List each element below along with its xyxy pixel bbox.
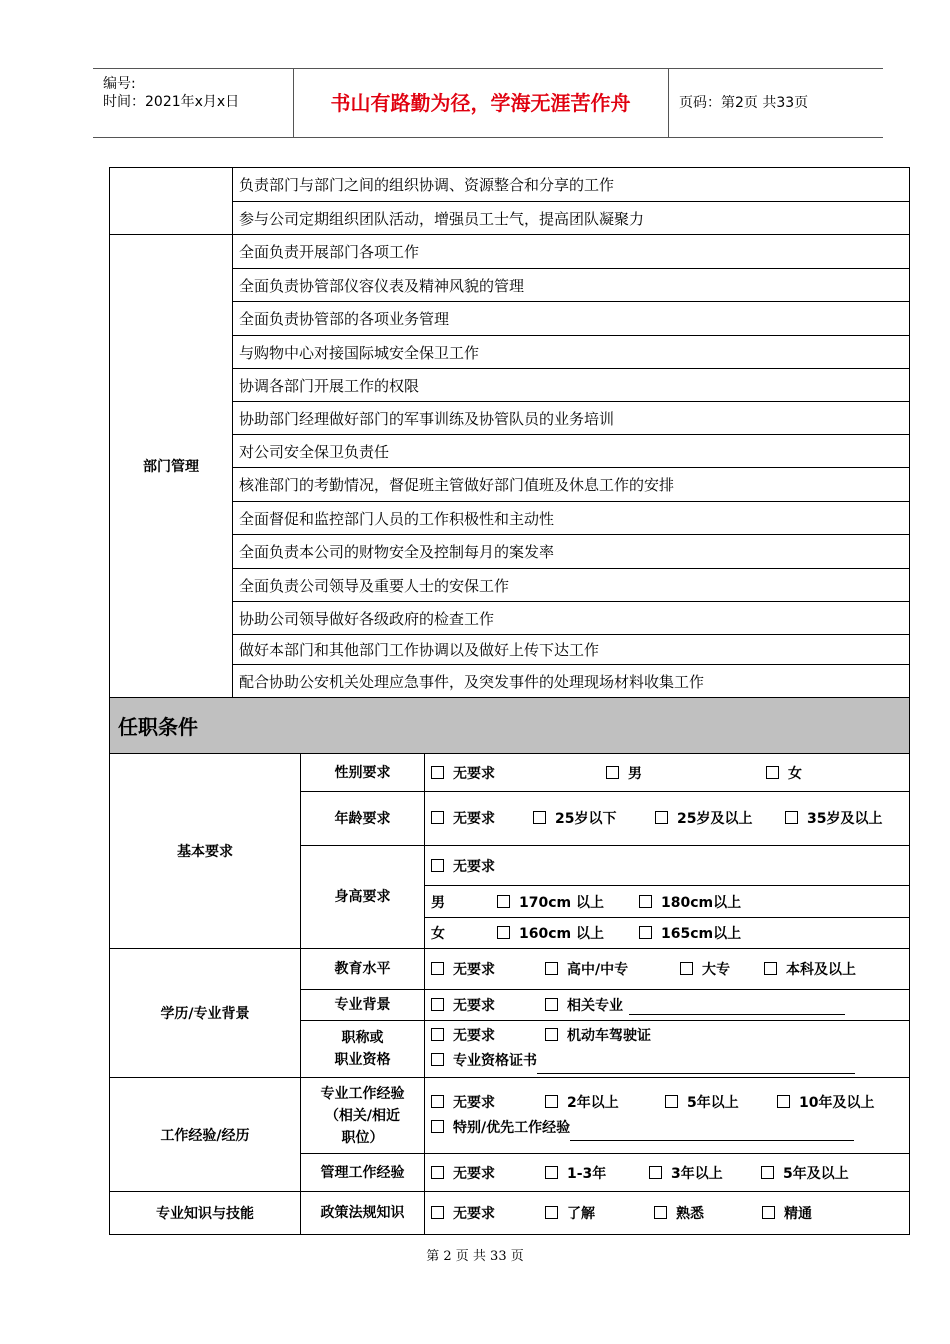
- checkbox-icon[interactable]: [639, 895, 652, 908]
- checkbox-icon[interactable]: [777, 1095, 790, 1108]
- option-label: 35岁及以上: [807, 810, 883, 827]
- age-option[interactable]: [431, 807, 533, 831]
- age-label: 年龄要求: [301, 792, 425, 846]
- experience-option[interactable]: [431, 1091, 545, 1116]
- experience-option[interactable]: [431, 1116, 854, 1141]
- checkbox-icon[interactable]: [654, 1206, 667, 1219]
- checkbox-icon[interactable]: [533, 811, 546, 824]
- management-option[interactable]: [649, 1163, 761, 1183]
- professional-label-line1: 专业工作经验: [320, 1085, 405, 1102]
- age-option[interactable]: [655, 807, 785, 831]
- height-label: 身高要求: [301, 846, 425, 949]
- professional-experience-label: [301, 1078, 425, 1154]
- duty-row: 协调各部门开展工作的权限: [233, 369, 910, 402]
- option-label: 无要求: [453, 810, 495, 827]
- checkbox-icon[interactable]: [431, 998, 444, 1011]
- experience-option[interactable]: [665, 1091, 777, 1116]
- checkbox-icon[interactable]: [545, 1166, 558, 1179]
- checkbox-icon[interactable]: [761, 1166, 774, 1179]
- policy-option[interactable]: [762, 1203, 812, 1223]
- checkbox-icon[interactable]: [431, 1206, 444, 1219]
- checkbox-icon[interactable]: [545, 962, 558, 975]
- header-info-cell: [93, 69, 294, 137]
- checkbox-icon[interactable]: [665, 1095, 678, 1108]
- professional-label-line3: 职位）: [341, 1129, 384, 1146]
- checkbox-icon[interactable]: [649, 1166, 662, 1179]
- checkbox-icon[interactable]: [785, 811, 798, 824]
- checkbox-icon[interactable]: [545, 1206, 558, 1219]
- duty-row: 对公司安全保卫负责任: [233, 435, 910, 468]
- option-label: 专业资格证书: [453, 1053, 537, 1069]
- management-option[interactable]: [545, 1163, 649, 1183]
- duty-row: 负责部门与部门之间的组织协调、资源整合和分享的工作: [233, 168, 910, 202]
- gender-option[interactable]: [431, 763, 606, 783]
- option-label: 无要求: [453, 962, 495, 978]
- age-option[interactable]: [785, 807, 882, 831]
- height-male-options: [425, 886, 910, 918]
- duty-row: 协助公司领导做好各级政府的检查工作: [233, 602, 910, 635]
- fill-in-line[interactable]: [537, 1059, 855, 1074]
- height-option[interactable]: [639, 923, 741, 943]
- checkbox-icon[interactable]: [545, 1028, 558, 1041]
- option-label: 170cm 以上: [519, 894, 604, 911]
- option-label: 大专: [702, 962, 730, 978]
- male-label: 男: [431, 894, 445, 911]
- option-label: 无要求: [453, 1206, 495, 1222]
- experience-label: 工作经验/经历: [110, 1078, 301, 1192]
- option-label: 25岁及以上: [677, 810, 753, 827]
- policy-option[interactable]: [654, 1203, 762, 1223]
- checkbox-icon[interactable]: [497, 895, 510, 908]
- duty-row: 核准部门的考勤情况，督促班主管做好部门值班及休息工作的安排: [233, 468, 910, 502]
- gender-option[interactable]: [606, 763, 766, 783]
- checkbox-icon[interactable]: [431, 962, 444, 975]
- checkbox-icon[interactable]: [545, 998, 558, 1011]
- qualification-label: [301, 1021, 425, 1078]
- experience-option[interactable]: [777, 1091, 874, 1116]
- option-label: 机动车驾驶证: [567, 1028, 651, 1044]
- policy-knowledge-label: 政策法规知识: [301, 1192, 425, 1235]
- section-title: 任职条件: [110, 698, 910, 754]
- checkbox-icon[interactable]: [766, 766, 779, 779]
- option-label: 女: [788, 765, 802, 782]
- duty-row: 参与公司定期组织团队活动，增强员工士气，提高团队凝聚力: [233, 202, 910, 235]
- policy-option[interactable]: [545, 1203, 654, 1223]
- experience-option[interactable]: [545, 1091, 665, 1116]
- checkbox-icon[interactable]: [431, 1053, 444, 1066]
- option-label: 2年以上: [567, 1094, 619, 1111]
- major-option[interactable]: [431, 995, 545, 1015]
- duty-row: 全面负责本公司的财物安全及控制每月的案发率: [233, 535, 910, 569]
- time-label: 时间：2021年x月x日: [103, 94, 240, 110]
- age-option[interactable]: [533, 807, 655, 831]
- gender-label: 性别要求: [301, 754, 425, 792]
- checkbox-icon[interactable]: [431, 1095, 444, 1108]
- height-option[interactable]: [497, 892, 639, 912]
- header-page-cell: [668, 69, 884, 137]
- management-option[interactable]: [761, 1163, 849, 1183]
- option-label: 1-3年: [567, 1165, 607, 1182]
- basic-requirements-label: 基本要求: [110, 754, 301, 949]
- female-label: 女: [431, 926, 445, 942]
- option-label: 精通: [784, 1206, 812, 1222]
- education-level-options: [425, 949, 910, 990]
- option-label: 3年以上: [671, 1165, 723, 1182]
- checkbox-icon[interactable]: [545, 1095, 558, 1108]
- fill-in-line[interactable]: [629, 1000, 845, 1015]
- option-label: 5年以上: [687, 1094, 739, 1111]
- checkbox-icon[interactable]: [497, 926, 510, 939]
- duty-row: 全面负责开展部门各项工作: [233, 235, 910, 269]
- checkbox-icon[interactable]: [431, 1028, 444, 1041]
- qualification-option[interactable]: [431, 1049, 855, 1074]
- checkbox-icon[interactable]: [431, 859, 444, 872]
- checkbox-icon[interactable]: [431, 1120, 444, 1133]
- education-level-label: 教育水平: [301, 949, 425, 990]
- major-option[interactable]: [545, 995, 845, 1015]
- qualification-options: [425, 1021, 910, 1078]
- option-label: 160cm 以上: [519, 926, 604, 942]
- duty-row: 全面负责协管部的各项业务管理: [233, 302, 910, 336]
- qualification-option[interactable]: [431, 1024, 545, 1049]
- checkbox-icon[interactable]: [764, 962, 777, 975]
- management-experience-label: 管理工作经验: [301, 1154, 425, 1192]
- management-option[interactable]: [431, 1163, 545, 1183]
- option-label: 了解: [567, 1206, 595, 1222]
- option-label: 特别/优先工作经验: [453, 1119, 571, 1136]
- checkbox-icon[interactable]: [639, 926, 652, 939]
- requirements-table: [109, 697, 910, 1235]
- duty-row: 全面督促和监控部门人员的工作积极性和主动性: [233, 502, 910, 535]
- height-none-option[interactable]: [425, 846, 910, 886]
- page-footer: 第 2 页 共 33 页: [426, 1249, 524, 1264]
- option-label: 相关专业: [567, 998, 623, 1014]
- checkbox-icon[interactable]: [680, 962, 693, 975]
- option-label: 男: [628, 765, 642, 782]
- fill-in-line[interactable]: [570, 1126, 854, 1141]
- height-female-options: [425, 918, 910, 949]
- duty-row: 全面负责公司领导及重要人士的安保工作: [233, 569, 910, 602]
- number-label: 编号:: [103, 76, 136, 92]
- major-options: [425, 990, 910, 1021]
- page-number-label: 页码：第2页 共33页: [679, 95, 809, 111]
- option-label: 无要求: [453, 765, 495, 782]
- gender-options: [425, 754, 910, 792]
- duties-table: [109, 167, 910, 698]
- checkbox-icon[interactable]: [431, 1166, 444, 1179]
- height-option[interactable]: [497, 923, 639, 943]
- option-label: 无要求: [453, 1165, 495, 1182]
- gender-option[interactable]: [766, 763, 802, 783]
- management-experience-options: [425, 1154, 910, 1192]
- education-label: 学历/专业背景: [110, 949, 301, 1078]
- option-label: 无要求: [453, 858, 495, 875]
- education-option[interactable]: [545, 959, 680, 979]
- header-motto: 书山有路勤为径，学海无涯苦作舟: [330, 91, 631, 115]
- age-options: [425, 792, 910, 846]
- option-label: 10年及以上: [799, 1094, 875, 1111]
- professional-experience-options: [425, 1078, 910, 1154]
- option-label: 熟悉: [676, 1206, 704, 1222]
- policy-option[interactable]: [431, 1203, 545, 1223]
- education-option[interactable]: [680, 959, 764, 979]
- education-option[interactable]: [764, 959, 856, 979]
- professional-label-line2: （相关/相近: [324, 1107, 401, 1124]
- option-label: 5年及以上: [783, 1165, 849, 1182]
- checkbox-icon[interactable]: [606, 766, 619, 779]
- duty-row: 全面负责协管部仪容仪表及精神风貌的管理: [233, 269, 910, 302]
- qualification-label-line2: 职业资格: [334, 1052, 391, 1068]
- option-label: 165cm以上: [661, 926, 742, 942]
- checkbox-icon[interactable]: [655, 811, 668, 824]
- option-label: 无要求: [453, 1094, 495, 1111]
- education-option[interactable]: [431, 959, 545, 979]
- option-label: 25岁以下: [555, 810, 617, 827]
- duty-row: 与购物中心对接国际城安全保卫工作: [233, 336, 910, 369]
- option-label: 180cm以上: [661, 894, 742, 911]
- option-label: 本科及以上: [786, 962, 856, 978]
- dept-management-label: 部门管理: [110, 235, 233, 698]
- checkbox-icon[interactable]: [762, 1206, 775, 1219]
- policy-knowledge-options: [425, 1192, 910, 1235]
- option-label: 无要求: [453, 998, 495, 1014]
- dept-cell-blank: [110, 168, 233, 235]
- qualification-label-line1: 职称或: [341, 1030, 384, 1046]
- major-label: 专业背景: [301, 990, 425, 1021]
- duty-row: 配合协助公安机关处理应急事件，及突发事件的处理现场材料收集工作: [233, 665, 910, 698]
- option-label: 无要求: [453, 1028, 495, 1044]
- duty-row: 做好本部门和其他部门工作协调以及做好上传下达工作: [233, 635, 910, 665]
- checkbox-icon[interactable]: [431, 766, 444, 779]
- duty-row: 协助部门经理做好部门的军事训练及协管队员的业务培训: [233, 402, 910, 435]
- page-header: [93, 68, 883, 138]
- height-option[interactable]: [639, 892, 741, 912]
- qualification-option[interactable]: [545, 1024, 651, 1049]
- checkbox-icon[interactable]: [431, 811, 444, 824]
- knowledge-label: 专业知识与技能: [110, 1192, 301, 1235]
- option-label: 高中/中专: [567, 962, 629, 978]
